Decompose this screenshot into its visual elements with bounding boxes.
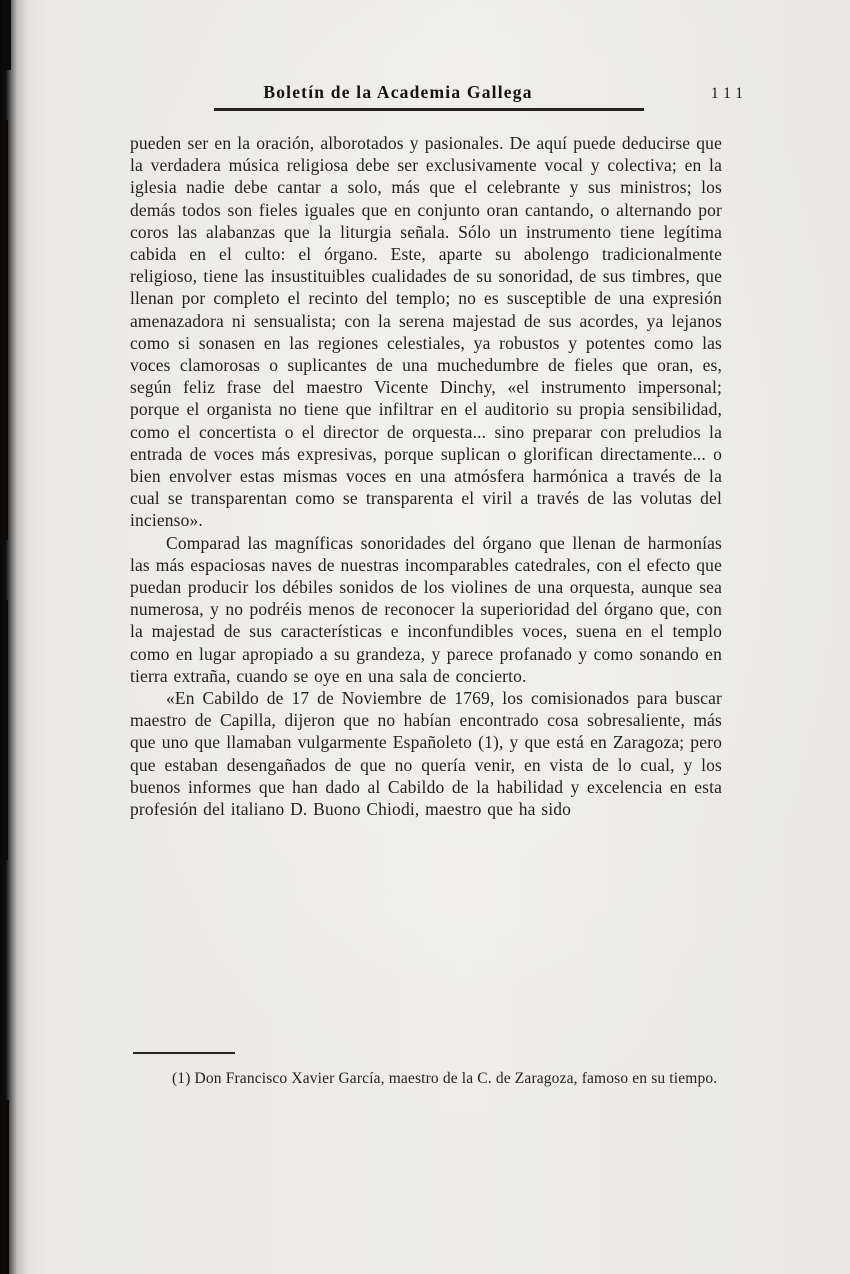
journal-title: Boletín de la Academia Gallega — [263, 82, 533, 102]
binding-mark — [2, 0, 11, 70]
paragraph: «En Cabildo de 17 de Noviembre de 1769, los comisionados para buscar maestro de Capilla, dijeron que no habían encontrado cosa sobresaliente, más que uno que llamaban vulgarmente Españoleto (1), y que está en Zaragoza; pero que estaban desengañados de que no quería venir, en vista de lo cual, y los buenos informes que han dado al Cabildo de la habilidad y excelencia en esta profesión del italiano D. Buono Chiodi, maestro que ha sido — [130, 688, 722, 820]
page-header — [128, 82, 748, 118]
body-text — [130, 132, 722, 820]
paragraph: Comparad las magníficas sonoridades del órgano que llenan de harmonías las más espaciosas naves de nuestras incomparables catedrales, con el efecto que puedan producir los débiles sonidos de los violines de una orquesta, aunque sea numerosa, y no podréis menos de reconocer la superioridad del órgano que, con la majestad de sus características e inconfundibles voces, suena en el templo como en lugar apropiado a su grandeza, y parece profanado y como sonando en tierra extraña, cuando se oye en una sala de concierto. — [130, 532, 722, 686]
paragraph: pueden ser en la oración, alborotados y pasionales. De aquí puede deducirse que la verdadera música religiosa debe ser exclusivamente vocal y colectiva; en la iglesia nadie debe cantar a solo, más que el celebrante y sus ministros; los demás todos son fieles iguales que en conjunto oran cantando, o alternando por coros las alabanzas que la liturgia señala. Sólo un instrumento tiene legítima cabida en el culto: el órgano. Este, aparte su abolengo tradicionalmente religioso, tiene las insustituibles cualidades de su sonoridad, de sus timbres, que llenan por completo el recinto del templo; no es susceptible de una expresión amenazadora ni sensualista; con la serena majestad de sus acordes, ya lejanos como si sonasen en las regiones celestiales, ya robustos y potentes como las voces clamorosas o suplicantes de una muchedumbre de fieles que oran, es, según feliz frase del maestro Vicente Dinchy, «el instrumento impersonal; porque el organista no tiene que infiltrar en el auditorio su propia sensibilidad, como el concertista o el director de orquesta... sino preparar con preludios la entrada de voces más expresivas, porque suplican o glorifican directamente... o bien envolver estas mismas voces en una atmósfera harmónica a través de la cual se transparentan como se transparenta el viril a través de las volutas del incienso». — [130, 133, 722, 531]
binding-shadow — [0, 0, 28, 1274]
footnote: (1) Don Francisco Xavier García, maestro de la C. de Zaragoza, famoso en su tiempo. — [172, 1070, 718, 1087]
page-number: 111 — [710, 85, 748, 102]
binding-mark — [1, 1100, 9, 1274]
binding-mark — [1, 120, 8, 540]
binding-mark — [2, 600, 8, 860]
header-rule — [214, 108, 644, 111]
footnote-rule — [133, 1052, 235, 1054]
